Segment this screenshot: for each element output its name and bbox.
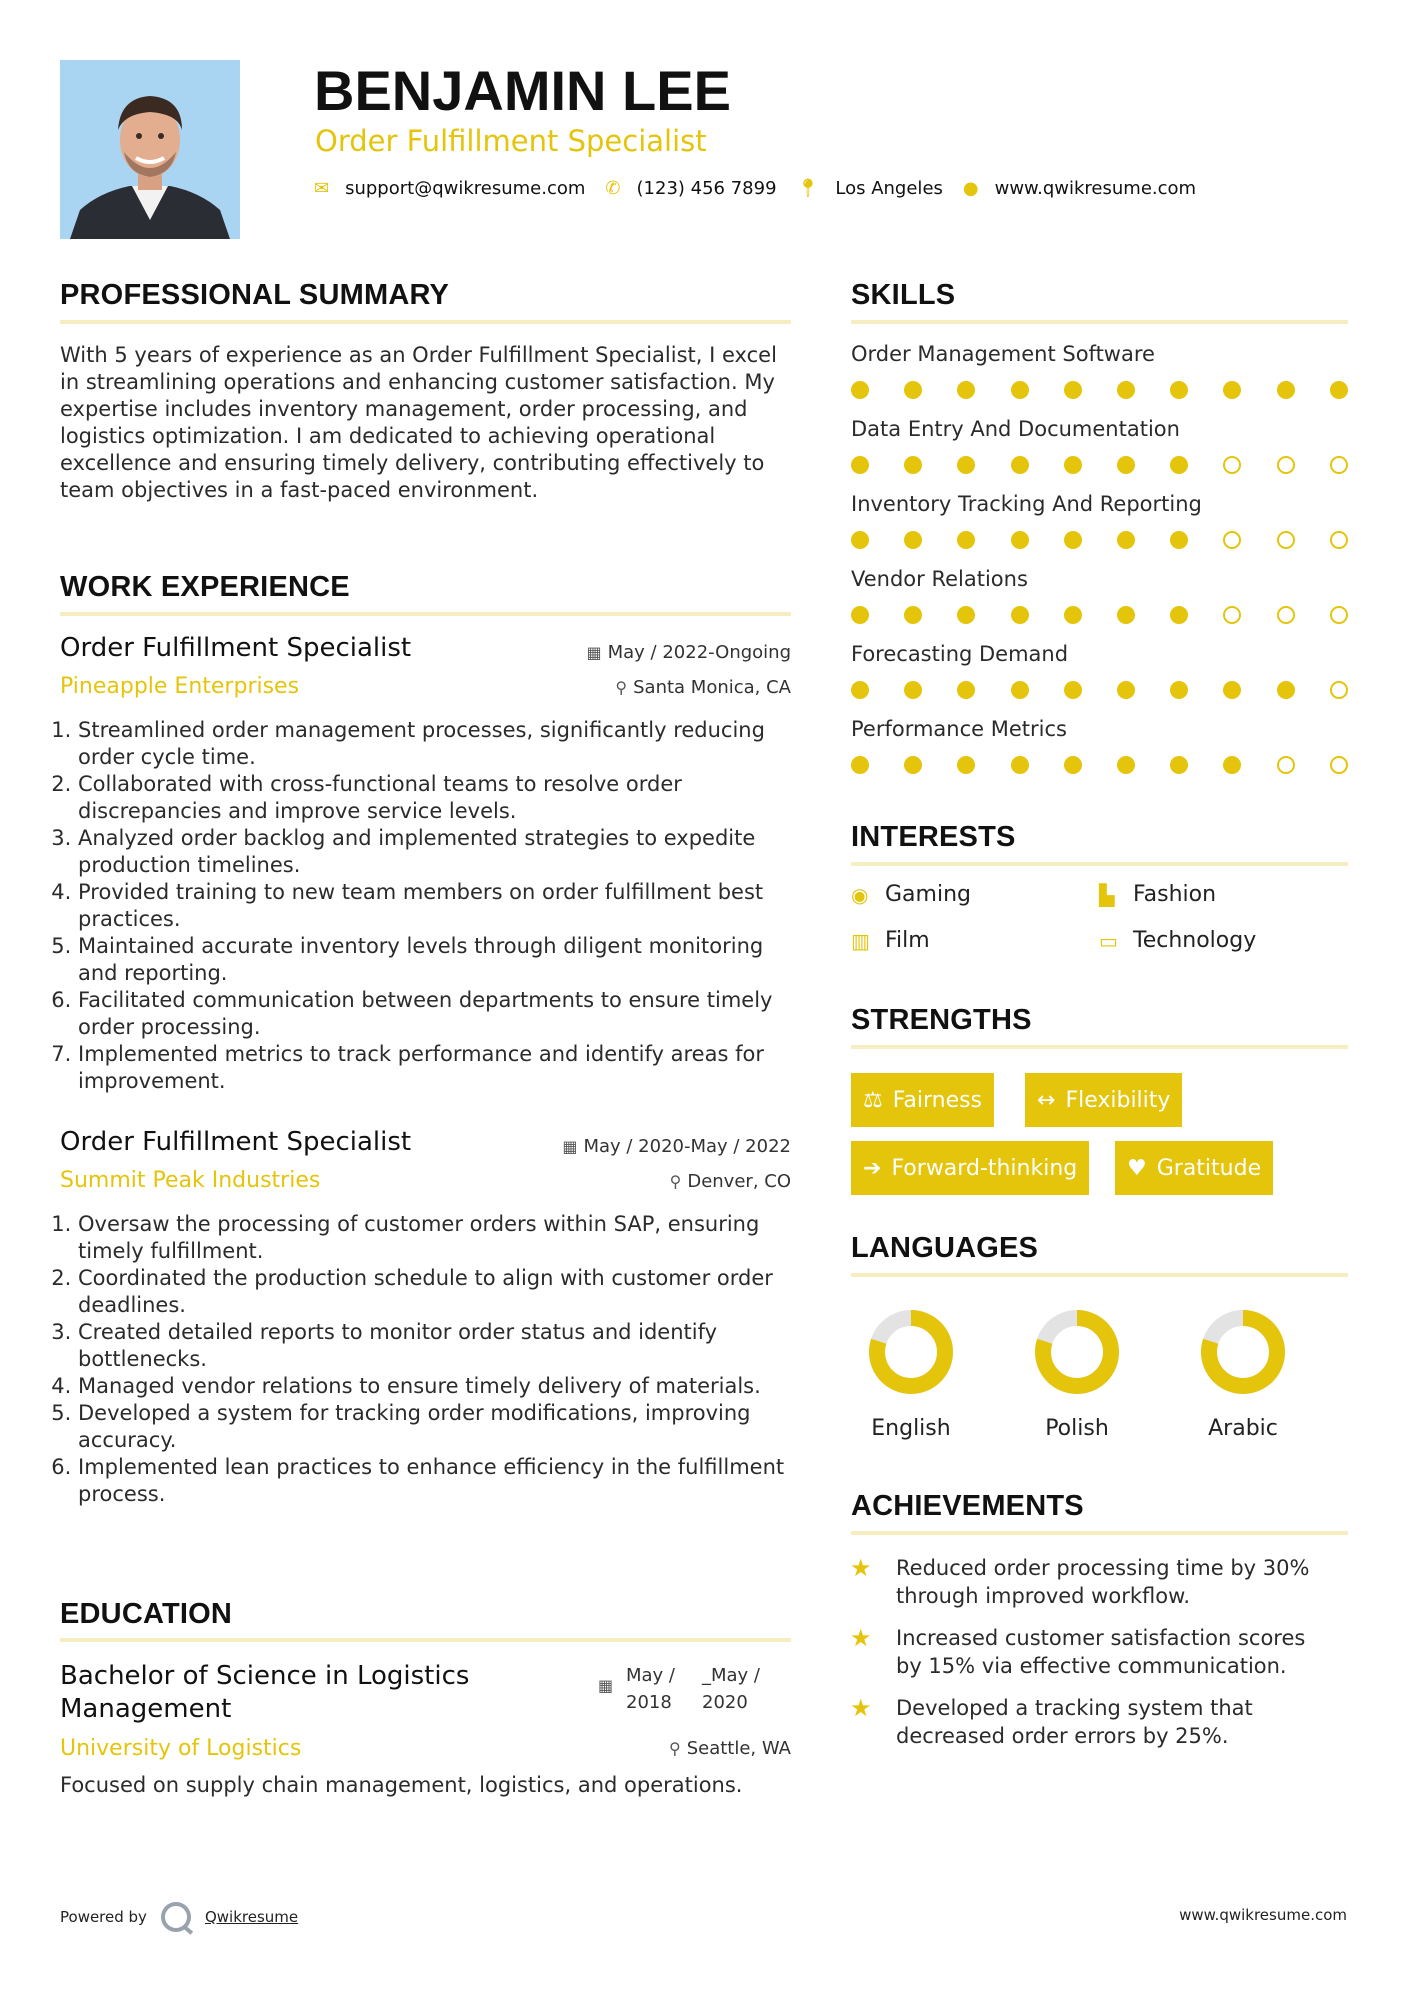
- interests-heading: INTERESTS: [851, 821, 1016, 853]
- language-label-arabic: Arabic: [1208, 1416, 1278, 1441]
- rating-dot-filled: [1277, 681, 1295, 699]
- strengths-divider: [851, 1045, 1348, 1049]
- skill-rating: [851, 381, 1339, 401]
- skills-heading: SKILLS: [851, 279, 956, 311]
- list-item: 2. Coordinated the production schedule to align with customer order deadlines.: [78, 1265, 790, 1319]
- rating-dot-filled: [1117, 531, 1135, 549]
- contact-bar: [314, 178, 1216, 199]
- contact-location: Los Angeles: [835, 178, 943, 199]
- rating-dot-filled: [1277, 381, 1295, 399]
- skill-name: Vendor Relations: [851, 567, 1028, 591]
- rating-dot-empty: [1277, 456, 1295, 474]
- achievement-line: Reduced order processing time by 30%: [896, 1556, 1310, 1580]
- summary-heading: PROFESSIONAL SUMMARY: [60, 279, 450, 311]
- film-icon: ▥: [851, 928, 870, 953]
- achievements-heading: ACHIEVEMENTS: [851, 1490, 1084, 1522]
- profile-photo: [60, 60, 240, 239]
- star-icon: ★: [850, 1624, 872, 1652]
- interest-label: Fashion: [1133, 882, 1217, 907]
- job-2-dates: [562, 1136, 791, 1157]
- pin-icon: ⚲: [668, 1739, 681, 1758]
- rating-dot-filled: [1064, 381, 1082, 399]
- achievement-item: [850, 1624, 1305, 1680]
- rating-dot-filled: [1117, 606, 1135, 624]
- calendar-icon: ▦: [562, 1137, 578, 1156]
- job-1-company: Pineapple Enterprises: [60, 674, 300, 699]
- job-2-company: Summit Peak Industries: [60, 1168, 321, 1193]
- job-1-dates: [587, 642, 792, 663]
- calendar-icon: ▦: [598, 1676, 614, 1695]
- rating-dot-empty: [1330, 606, 1348, 624]
- degree-line-1: Bachelor of Science in Logistics: [60, 1661, 470, 1691]
- rating-dot-filled: [1011, 456, 1029, 474]
- rating-dot-filled: [1117, 381, 1135, 399]
- job-2-role: Order Fulfillment Specialist: [60, 1127, 412, 1157]
- skills-divider: [851, 320, 1348, 324]
- heart-icon: ♥: [1127, 1155, 1147, 1181]
- job-2-location-text: Denver, CO: [687, 1171, 791, 1192]
- list-item: 7. Implemented metrics to track performance and identify areas for improvement.: [78, 1041, 790, 1095]
- rating-dot-empty: [1330, 681, 1348, 699]
- arrow-right-icon: ➔: [863, 1155, 882, 1181]
- achievement-text: [896, 1624, 1305, 1680]
- pin-icon: ⚲: [615, 678, 628, 697]
- candidate-name: BENJAMIN LEE: [314, 59, 731, 122]
- skill-rating: [851, 606, 1339, 626]
- education-divider: [60, 1638, 791, 1642]
- languages-divider: [851, 1273, 1348, 1277]
- language-label-polish: Polish: [1045, 1416, 1109, 1441]
- list-item: 1. Oversaw the processing of customer orders within SAP, ensuring timely fulfillment.: [78, 1211, 790, 1265]
- education-school: University of Logistics: [60, 1736, 302, 1761]
- language-rings: [851, 1300, 1348, 1400]
- rating-dot-filled: [1223, 756, 1241, 774]
- strength-badge-forward-thinking: [851, 1141, 1089, 1195]
- rating-dot-filled: [1117, 681, 1135, 699]
- achievement-line: by 15% via effective communication.: [896, 1654, 1287, 1678]
- rating-dot-filled: [1170, 456, 1188, 474]
- interest-label: Gaming: [885, 882, 971, 907]
- footer-powered-by: [60, 1902, 298, 1932]
- balance-scale-icon: ⚖: [863, 1087, 883, 1113]
- education-degree: [60, 1660, 469, 1726]
- rating-dot-filled: [1011, 756, 1029, 774]
- list-item: 4. Provided training to new team members on order fulfillment best practices.: [78, 879, 790, 933]
- skill-name: Order Management Software: [851, 342, 1155, 366]
- rating-dot-filled: [904, 681, 922, 699]
- language-label-english: English: [871, 1416, 951, 1441]
- list-item: 4. Managed vendor relations to ensure timely delivery of materials.: [78, 1373, 790, 1400]
- contact-email[interactable]: support@qwikresume.com: [345, 178, 586, 199]
- rating-dot-filled: [1223, 381, 1241, 399]
- rating-dot-filled: [1330, 381, 1348, 399]
- skill-name: Forecasting Demand: [851, 642, 1069, 666]
- achievement-line: through improved workflow.: [896, 1584, 1190, 1608]
- rating-dot-filled: [1064, 681, 1082, 699]
- map-pin-icon: 📍︎: [796, 178, 820, 199]
- job-1-bullets: [60, 717, 790, 1095]
- rating-dot-filled: [1170, 681, 1188, 699]
- rating-dot-filled: [904, 456, 922, 474]
- shopping-bag-icon: ▙: [1099, 882, 1115, 907]
- job-1-location: [615, 677, 791, 698]
- rating-dot-filled: [1170, 381, 1188, 399]
- strength-label: Gratitude: [1156, 1155, 1262, 1181]
- rating-dot-filled: [1064, 756, 1082, 774]
- job-1-location-text: Santa Monica, CA: [633, 677, 791, 698]
- interest-item-fashion: [1099, 882, 1216, 907]
- languages-heading: LANGUAGES: [851, 1232, 1039, 1264]
- rating-dot-empty: [1330, 531, 1348, 549]
- education-start-2: 2018: [626, 1692, 672, 1713]
- strength-badge-flexibility: [1025, 1073, 1182, 1127]
- rating-dot-filled: [904, 381, 922, 399]
- strength-label: Forward-thinking: [891, 1155, 1078, 1181]
- rating-dot-filled: [957, 456, 975, 474]
- summary-divider: [60, 320, 791, 324]
- rating-dot-filled: [957, 606, 975, 624]
- rating-dot-filled: [851, 456, 869, 474]
- phone-icon: ✆: [605, 178, 621, 199]
- skill-name: Inventory Tracking And Reporting: [851, 492, 1202, 516]
- skill-name: Data Entry And Documentation: [851, 417, 1180, 441]
- rating-dot-filled: [1011, 531, 1029, 549]
- star-icon: ★: [850, 1694, 872, 1722]
- education-heading: EDUCATION: [60, 1598, 233, 1630]
- skill-rating: [851, 531, 1339, 551]
- strength-label: Fairness: [892, 1087, 983, 1113]
- rating-dot-filled: [957, 756, 975, 774]
- rating-dot-empty: [1223, 531, 1241, 549]
- job-1-dates-text: May / 2022-Ongoing: [607, 642, 791, 663]
- list-item: 5. Maintained accurate inventory levels through diligent monitoring and reporting.: [78, 933, 790, 987]
- rating-dot-filled: [904, 531, 922, 549]
- achievement-text: [896, 1694, 1253, 1750]
- rating-dot-filled: [1170, 606, 1188, 624]
- footer-website[interactable]: www.qwikresume.com: [1179, 1906, 1347, 1924]
- job-2-dates-text: May / 2020-May / 2022: [583, 1136, 791, 1157]
- interest-item-gaming: [851, 882, 971, 907]
- interest-label: Film: [885, 928, 930, 953]
- experience-heading: WORK EXPERIENCE: [60, 571, 350, 603]
- rating-dot-empty: [1277, 606, 1295, 624]
- rating-dot-filled: [1170, 756, 1188, 774]
- rating-dot-filled: [957, 381, 975, 399]
- rating-dot-filled: [1170, 531, 1188, 549]
- rating-dot-filled: [851, 531, 869, 549]
- rating-dot-empty: [1277, 756, 1295, 774]
- strength-badge-fairness: [851, 1073, 994, 1127]
- rating-dot-filled: [851, 381, 869, 399]
- candidate-title: Order Fulfillment Specialist: [315, 124, 707, 158]
- powered-by-label: Powered by: [60, 1908, 147, 1926]
- rating-dot-filled: [904, 756, 922, 774]
- rating-dot-filled: [851, 681, 869, 699]
- arrows-horizontal-icon: ↔: [1037, 1087, 1056, 1113]
- list-item: 5. Developed a system for tracking order modifications, improving accuracy.: [78, 1400, 790, 1454]
- education-start-1: May /: [626, 1665, 675, 1686]
- rating-dot-empty: [1223, 456, 1241, 474]
- summary-text: With 5 years of experience as an Order Fulfillment Specialist, I excel in streamlining operations and enhancing customer satisfaction. My expertise includes inventory management, order processing, and logistics optimization. I am dedicated to achieving operational excellence and ensuring timely delivery, contributing effectively to team objectives in a fast-paced environment.: [60, 343, 777, 502]
- education-location-text: Seattle, WA: [686, 1738, 791, 1759]
- education-end-2: 2020: [702, 1692, 748, 1713]
- achievement-item: [850, 1554, 1309, 1610]
- education-start: [626, 1662, 675, 1716]
- rating-dot-filled: [1117, 456, 1135, 474]
- education-end: [702, 1662, 760, 1716]
- pin-icon: ⚲: [669, 1172, 682, 1191]
- rating-dot-empty: [1330, 756, 1348, 774]
- skill-name: Performance Metrics: [851, 717, 1067, 741]
- achievement-line: Increased customer satisfaction scores: [896, 1626, 1306, 1650]
- rating-dot-filled: [1011, 606, 1029, 624]
- contact-phone[interactable]: (123) 456 7899: [636, 178, 777, 199]
- job-1-role: Order Fulfillment Specialist: [60, 633, 412, 663]
- strength-badge-gratitude: [1115, 1141, 1273, 1195]
- qwikresume-logo-icon: [161, 1902, 191, 1932]
- list-item: 3. Analyzed order backlog and implemented strategies to expedite production timelines.: [78, 825, 790, 879]
- interests-divider: [851, 862, 1348, 866]
- list-item: 6. Implemented lean practices to enhance efficiency in the fulfillment process.: [78, 1454, 790, 1508]
- rating-dot-empty: [1223, 606, 1241, 624]
- rating-dot-filled: [1011, 381, 1029, 399]
- achievement-line: Developed a tracking system that: [896, 1696, 1253, 1720]
- rating-dot-empty: [1277, 531, 1295, 549]
- list-item: 6. Facilitated communication between departments to ensure timely order processing.: [78, 987, 790, 1041]
- skill-rating: [851, 681, 1339, 701]
- rating-dot-filled: [1117, 756, 1135, 774]
- qwikresume-link[interactable]: Qwikresume: [204, 1908, 299, 1926]
- star-icon: ★: [850, 1554, 872, 1582]
- rating-dot-filled: [904, 606, 922, 624]
- interest-item-technology: [1099, 928, 1256, 953]
- rating-dot-filled: [957, 681, 975, 699]
- rating-dot-filled: [1064, 531, 1082, 549]
- achievements-divider: [851, 1531, 1348, 1535]
- skill-rating: [851, 756, 1339, 776]
- list-item: 2. Collaborated with cross-functional teams to resolve order discrepancies and improve service levels.: [78, 771, 790, 825]
- rating-dot-filled: [851, 756, 869, 774]
- rating-dot-filled: [1011, 681, 1029, 699]
- job-2-location: [670, 1171, 791, 1192]
- gamepad-icon: ◉: [851, 882, 869, 907]
- experience-divider: [60, 612, 791, 616]
- list-item: 3. Created detailed reports to monitor order status and identify bottlenecks.: [78, 1319, 790, 1373]
- rating-dot-filled: [1064, 456, 1082, 474]
- achievement-text: [896, 1554, 1309, 1610]
- strength-label: Flexibility: [1065, 1087, 1171, 1113]
- skill-rating: [851, 456, 1339, 476]
- envelope-icon: ✉: [314, 178, 330, 199]
- rating-dot-filled: [1064, 606, 1082, 624]
- education-location: [669, 1738, 791, 1759]
- contact-website[interactable]: www.qwikresume.com: [994, 178, 1197, 199]
- laptop-icon: ▭: [1099, 928, 1118, 953]
- interest-label: Technology: [1133, 928, 1257, 953]
- achievement-line: decreased order errors by 25%.: [896, 1724, 1229, 1748]
- rating-dot-filled: [851, 606, 869, 624]
- globe-icon: ●: [962, 178, 979, 199]
- interest-item-film: [851, 928, 930, 953]
- education-end-1: _May /: [702, 1665, 760, 1686]
- strengths-heading: STRENGTHS: [851, 1004, 1032, 1036]
- rating-dot-empty: [1330, 456, 1348, 474]
- rating-dot-filled: [957, 531, 975, 549]
- rating-dot-filled: [1223, 681, 1241, 699]
- job-2-bullets: [60, 1211, 790, 1508]
- achievement-item: [850, 1694, 1253, 1750]
- calendar-icon: ▦: [586, 643, 602, 662]
- list-item: 1. Streamlined order management processes, significantly reducing order cycle time.: [78, 717, 790, 771]
- education-description: Focused on supply chain management, logistics, and operations.: [60, 1773, 743, 1797]
- degree-line-2: Management: [60, 1694, 232, 1724]
